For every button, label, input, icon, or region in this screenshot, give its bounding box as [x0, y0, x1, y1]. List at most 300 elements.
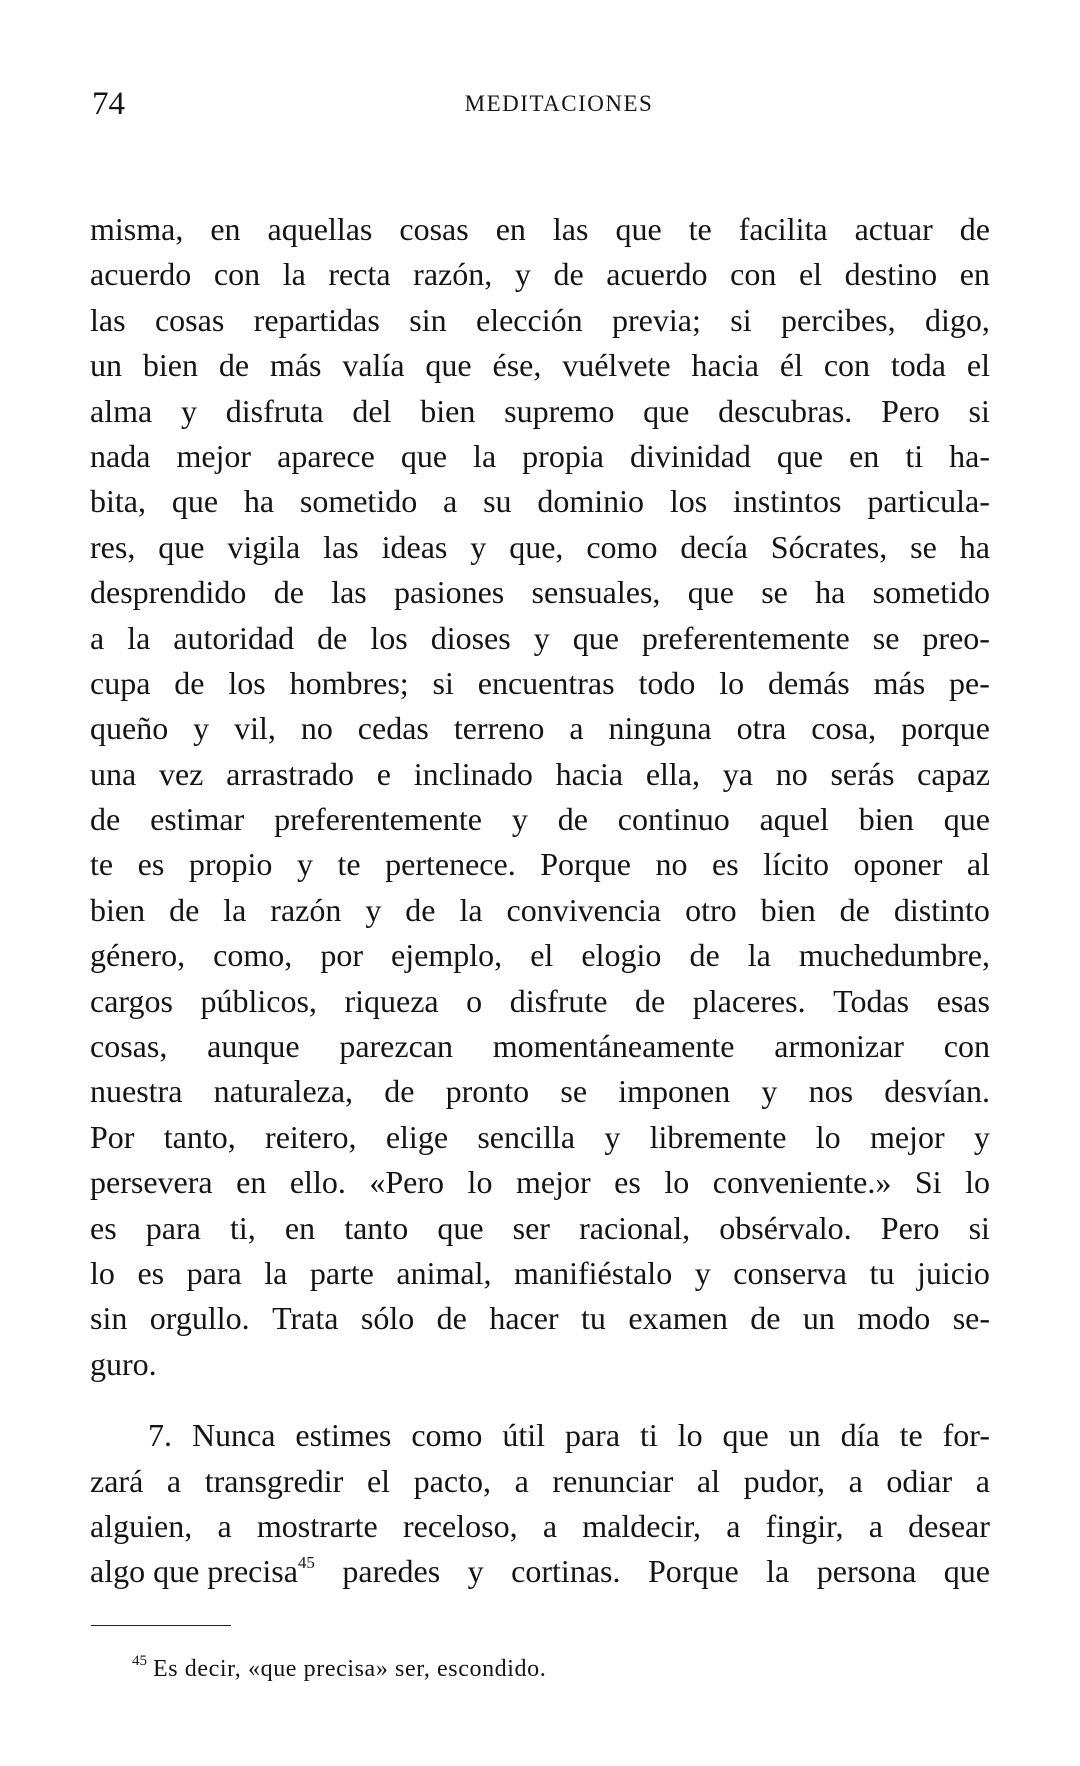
word: la: [459, 891, 483, 928]
word: muchedumbre,: [798, 937, 990, 974]
word: a: [443, 483, 458, 520]
word: que: [687, 574, 734, 611]
word: receloso,: [402, 1507, 518, 1544]
word: ya: [722, 755, 753, 792]
word: parezcan: [339, 1028, 453, 1065]
word: Trata: [272, 1300, 339, 1337]
word: tanto: [344, 1209, 409, 1246]
word: ha-: [949, 437, 990, 474]
word: hacia: [691, 347, 759, 384]
word: destino: [844, 256, 938, 293]
word: de: [959, 211, 990, 247]
footnote-text: Es decir, «que precisa» ser, escondido.: [153, 1656, 547, 1682]
footnote-reference[interactable]: 45: [297, 1553, 315, 1573]
word: guro.: [90, 1345, 157, 1382]
text-line: [90, 933, 990, 978]
word: libremente: [649, 1118, 787, 1155]
word: razón: [270, 891, 342, 928]
word: bien: [90, 891, 146, 928]
word: odiar: [886, 1462, 953, 1499]
word: animal,: [396, 1254, 492, 1291]
word: de: [273, 574, 304, 611]
word: un: [802, 1300, 835, 1337]
word: no: [655, 846, 688, 883]
word: lo: [719, 664, 745, 701]
word: las: [331, 574, 367, 611]
word: valía: [342, 347, 405, 384]
word: capaz: [917, 755, 990, 792]
word: percibes,: [780, 301, 896, 338]
word: género,: [90, 937, 186, 974]
word: que: [615, 211, 662, 247]
word: del: [352, 392, 392, 429]
word: convivencia: [506, 891, 662, 928]
word: pertenece.: [385, 846, 516, 883]
word: vez: [158, 755, 204, 792]
word: riqueza: [344, 982, 439, 1019]
word: bien: [858, 801, 914, 838]
word: aparece: [277, 437, 375, 474]
word: todo: [638, 664, 696, 701]
word: otra: [736, 710, 787, 747]
word: de: [317, 619, 348, 656]
word: que: [643, 392, 690, 429]
word: Si: [914, 1164, 942, 1201]
word: a: [569, 710, 584, 747]
word: a: [848, 1462, 863, 1499]
word: es: [137, 1254, 165, 1291]
word: que: [776, 437, 824, 474]
word: como: [411, 1417, 483, 1454]
word: es: [137, 846, 165, 883]
word: preferentemente: [274, 801, 482, 838]
text-line: [90, 570, 990, 615]
word: de: [689, 937, 720, 974]
word: acuerdo: [90, 256, 192, 293]
word: res,: [90, 528, 136, 565]
word: pronto: [445, 1073, 530, 1110]
word: actuar: [854, 211, 933, 247]
word: vil,: [234, 710, 276, 747]
word: digo,: [925, 301, 990, 338]
word: a: [514, 1462, 529, 1499]
word: autoridad: [173, 619, 295, 656]
text-line: [90, 1160, 990, 1205]
word: propio: [188, 846, 273, 883]
word: en: [959, 256, 990, 293]
word: supremo: [504, 392, 615, 429]
word: juicio: [916, 1254, 990, 1291]
word: e: [376, 755, 391, 792]
word: for-: [942, 1417, 990, 1454]
word: como,: [213, 937, 293, 974]
word: él: [779, 347, 803, 384]
word: Por: [90, 1118, 135, 1155]
word: una: [90, 755, 137, 792]
word: Porque: [540, 846, 631, 883]
word: fingir,: [765, 1507, 844, 1544]
word: desprendido: [90, 574, 247, 611]
word: y: [514, 256, 531, 293]
text-line: [90, 343, 990, 388]
body-text: [90, 207, 990, 1595]
word: ha: [243, 483, 275, 520]
text-line: [90, 1459, 990, 1504]
text-line: [90, 479, 990, 524]
text-line: [90, 1342, 990, 1387]
word: aunque: [207, 1028, 300, 1065]
word: pe-: [949, 664, 990, 701]
word: ello.: [289, 1164, 346, 1201]
word: con: [823, 347, 871, 384]
word: paredes: [342, 1553, 441, 1590]
word: pudor,: [743, 1462, 825, 1499]
word: tu: [869, 1254, 895, 1291]
word: la: [264, 1254, 288, 1291]
text-line: [90, 979, 990, 1024]
footnote-separator: [91, 1625, 231, 1626]
word: divinidad: [629, 437, 751, 474]
text-line: [90, 389, 990, 434]
word: como: [586, 528, 658, 565]
word: imponen: [618, 1073, 731, 1110]
word: desear: [908, 1507, 990, 1544]
word: cosas,: [90, 1028, 168, 1065]
word: conserva: [733, 1254, 847, 1291]
word: 7.: [148, 1417, 172, 1454]
word: se: [560, 1073, 588, 1110]
paragraph-1: [90, 207, 990, 1387]
text-line: [90, 525, 990, 570]
word: y: [761, 1073, 778, 1110]
word: y: [604, 1118, 621, 1155]
word: elige: [385, 1118, 449, 1155]
word: el: [966, 347, 990, 384]
footnote: [132, 1652, 546, 1686]
word: terreno: [453, 710, 545, 747]
word: cortinas.: [511, 1553, 621, 1590]
word: en: [236, 1164, 267, 1201]
word: al: [696, 1462, 720, 1499]
word: tanto,: [163, 1118, 236, 1155]
word: Pero: [881, 392, 940, 429]
text-line: [90, 616, 990, 661]
text-line: [90, 207, 990, 252]
word: nada: [90, 437, 151, 474]
word: si: [432, 664, 454, 701]
word: y: [533, 619, 550, 656]
word: propia: [522, 437, 604, 474]
word: dominio: [537, 483, 645, 520]
word: se: [872, 619, 900, 656]
text-line: [90, 842, 990, 887]
word: naturaleza,: [213, 1073, 354, 1110]
word: públicos,: [200, 982, 317, 1019]
word: en: [849, 437, 880, 474]
word: sensuales,: [531, 574, 661, 611]
word: de: [553, 256, 584, 293]
word: y: [365, 891, 382, 928]
word: bien: [420, 392, 476, 429]
word: la: [766, 1553, 790, 1590]
word: es: [90, 1209, 117, 1246]
word: ser: [512, 1209, 550, 1246]
word: repartidas: [253, 301, 380, 338]
word: un: [788, 1417, 821, 1454]
text-line: [90, 1549, 990, 1594]
word: con: [213, 256, 261, 293]
word: te: [899, 1417, 923, 1454]
text-line: [90, 434, 990, 479]
word: inclinado: [413, 755, 533, 792]
page-header: [92, 84, 986, 124]
word: dioses: [430, 619, 511, 656]
word: queño: [90, 710, 169, 747]
word: vuélvete: [562, 347, 671, 384]
word: o: [466, 982, 483, 1019]
word: que: [943, 1553, 990, 1590]
word: ella,: [645, 755, 700, 792]
word: a: [166, 1462, 182, 1499]
word: toda: [890, 347, 946, 384]
word: particula-: [867, 483, 990, 520]
word: con: [730, 256, 777, 293]
word: vigila: [227, 528, 301, 565]
word: útil: [502, 1417, 546, 1454]
word: es: [711, 846, 739, 883]
word: se: [910, 528, 937, 565]
word: mejor: [176, 437, 252, 474]
word: armonizar: [774, 1028, 904, 1065]
word: preo-: [922, 619, 990, 656]
word: decía: [680, 528, 748, 565]
word: porque: [901, 710, 990, 747]
word: cosas: [399, 211, 469, 247]
word: Sócrates,: [770, 528, 888, 565]
word: sin: [409, 301, 447, 338]
word: ti: [639, 1417, 658, 1454]
word: mejor: [515, 1164, 591, 1201]
word: conveniente.»: [712, 1164, 892, 1201]
word: obsérvalo.: [719, 1209, 852, 1246]
word: lícito: [763, 846, 829, 883]
word: de: [405, 891, 436, 928]
word: de: [750, 1300, 781, 1337]
word: encuentras: [477, 664, 615, 701]
word: aquel: [759, 801, 829, 838]
word: para: [564, 1417, 621, 1454]
word: que: [400, 437, 448, 474]
word: de: [174, 664, 205, 701]
word: si: [968, 392, 990, 429]
word: parte: [309, 1254, 374, 1291]
word: Nunca: [191, 1417, 276, 1454]
word: sometido: [872, 574, 990, 611]
text-line: [90, 1504, 990, 1549]
word: los: [370, 619, 408, 656]
text-line: [90, 298, 990, 343]
word: Todas: [833, 982, 910, 1019]
word: a: [217, 1507, 232, 1544]
word: Porque: [647, 1553, 739, 1590]
word: examen: [628, 1300, 728, 1337]
word: a: [542, 1507, 558, 1544]
word: y: [694, 1254, 711, 1291]
word: otro: [685, 891, 737, 928]
word: más: [873, 664, 926, 701]
text-line: [90, 1069, 990, 1114]
word: sin: [90, 1300, 128, 1337]
word: «Pero: [369, 1164, 445, 1201]
word: por: [320, 937, 363, 974]
word: no: [775, 755, 808, 792]
word: cosas: [154, 301, 225, 338]
word: para: [145, 1209, 201, 1246]
word: de: [839, 891, 870, 928]
text-line: [90, 797, 990, 842]
word: nuestra: [90, 1073, 183, 1110]
text-line: [90, 752, 990, 797]
word: los: [228, 664, 266, 701]
word: te: [337, 846, 361, 883]
word: que,: [509, 528, 564, 565]
word: lo: [677, 1417, 703, 1454]
word: recta: [328, 256, 391, 293]
word: un: [90, 347, 122, 384]
word: y: [180, 392, 197, 429]
word: facilita: [738, 211, 828, 247]
footnote-number: 45: [132, 1653, 147, 1669]
word: alguien,: [90, 1507, 193, 1544]
word: más: [269, 347, 322, 384]
word: lo: [965, 1164, 990, 1201]
word: que: [722, 1417, 769, 1454]
word: te: [688, 211, 712, 247]
word: es: [614, 1164, 641, 1201]
word: Pero: [880, 1209, 940, 1246]
word: y: [470, 528, 487, 565]
word: que: [943, 801, 990, 838]
word: mostrarte: [256, 1507, 378, 1544]
word: modo: [857, 1300, 931, 1337]
word: bita,: [90, 483, 146, 520]
word: lo: [664, 1164, 690, 1201]
word: ninguna: [608, 710, 712, 747]
text-line: [90, 1024, 990, 1069]
paragraph-2: [90, 1413, 990, 1595]
word: de: [218, 347, 250, 384]
word: hacer: [489, 1300, 559, 1337]
word: renunciar: [552, 1462, 674, 1499]
word: al: [966, 846, 990, 883]
word: que: [158, 528, 205, 565]
word: oponer: [853, 846, 943, 883]
word: día: [840, 1417, 880, 1454]
word: y: [193, 710, 210, 747]
word: ése,: [492, 347, 542, 384]
word: instintos: [733, 483, 842, 520]
word: hacia: [555, 755, 624, 792]
word: la: [223, 891, 247, 928]
text-line: [90, 1413, 990, 1458]
text-line: [90, 1206, 990, 1251]
word: manifiéstalo: [514, 1254, 673, 1291]
word: hombres;: [289, 664, 409, 701]
word: de: [635, 982, 666, 1019]
word: momentáneamente: [492, 1028, 735, 1065]
word: no: [300, 710, 333, 747]
word: que: [171, 483, 219, 520]
word: cedas: [357, 710, 429, 747]
word: sólo: [360, 1300, 415, 1337]
word: arrastrado: [226, 755, 355, 792]
word: cupa: [90, 664, 151, 701]
word: elección: [475, 301, 583, 338]
running-title: MEDITACIONES: [464, 91, 654, 116]
word: misma,: [90, 211, 184, 247]
word: los: [669, 483, 708, 520]
word: te: [90, 846, 114, 883]
word: preferentemente: [641, 619, 850, 656]
word: mejor: [869, 1118, 945, 1155]
word: ha: [815, 574, 846, 611]
word: desvían.: [884, 1073, 990, 1110]
word: en: [495, 211, 526, 247]
word: de: [90, 801, 121, 838]
word: a: [975, 1462, 990, 1499]
word: pacto,: [413, 1462, 491, 1499]
text-line: [90, 1296, 990, 1341]
word: nos: [808, 1073, 854, 1110]
word: ejemplo,: [391, 937, 503, 974]
word: se: [761, 574, 788, 611]
word: lo: [90, 1254, 115, 1291]
word: tu: [581, 1300, 606, 1337]
footnote-anchor-phrase: algo que precisa$^{45}$: [90, 1553, 315, 1590]
word: las: [323, 528, 359, 565]
word: cosa,: [811, 710, 877, 747]
word: de: [436, 1300, 467, 1337]
word: a: [90, 619, 105, 656]
word: la: [127, 619, 151, 656]
word: y: [511, 801, 528, 838]
word: racional,: [579, 1209, 691, 1246]
word: en: [210, 211, 241, 247]
word: reitero,: [265, 1118, 357, 1155]
word: para: [186, 1254, 242, 1291]
text-line: [90, 706, 990, 751]
word: que: [437, 1209, 484, 1246]
word: orgullo.: [149, 1300, 250, 1337]
word: disfruta: [225, 392, 324, 429]
word: que: [572, 619, 619, 656]
text-line: [90, 888, 990, 933]
word: zará: [90, 1462, 144, 1499]
text-line: [90, 1115, 990, 1160]
word: cargos: [90, 982, 173, 1019]
word: esas: [936, 982, 990, 1019]
word: disfrute: [509, 982, 608, 1019]
word: distinto: [893, 891, 990, 928]
word: de: [169, 891, 200, 928]
word: si: [968, 1209, 990, 1246]
word: su: [483, 483, 512, 520]
word: en: [284, 1209, 316, 1246]
word: previa;: [611, 301, 701, 338]
word: acuerdo: [606, 256, 708, 293]
word: descubras.: [718, 392, 853, 429]
word: si: [730, 301, 752, 338]
